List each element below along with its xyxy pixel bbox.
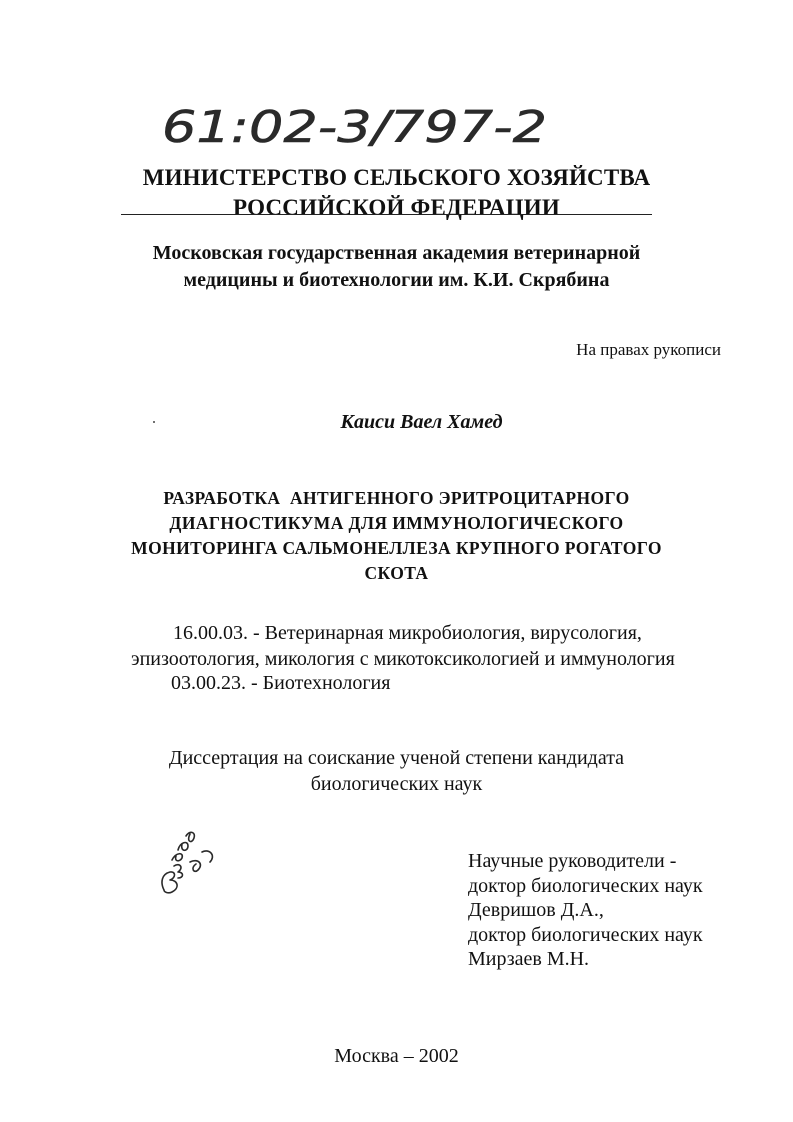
supervisor-1-name: Девришов Д.А., <box>468 899 604 921</box>
ministry-line-1: МИНИСТЕРСТВО СЕЛЬСКОГО ХОЗЯЙСТВА <box>142 165 651 190</box>
academy-line-2: медицины и биотехнологии им. К.И. Скрябина <box>183 269 610 291</box>
thesis-statement <box>0 745 793 797</box>
city-year: Москва – 2002 <box>334 1045 459 1067</box>
handwritten-signature <box>150 822 225 902</box>
title-line-4: СКОТА <box>364 563 429 583</box>
academy-name <box>0 240 793 294</box>
supervisor-1-degree: доктор биологических наук <box>468 874 703 897</box>
specialty-line-2: эпизоотология, микология с микотоксикологией и иммунология <box>131 648 675 670</box>
thesis-line-1: Диссертация на соискание ученой степени кандидата <box>168 747 625 769</box>
thesis-line-2: биологических наук <box>310 773 483 795</box>
dissertation-title <box>0 486 793 586</box>
title-line-2: ДИАГНОСТИКУМА ДЛЯ ИММУНОЛОГИЧЕСКОГО <box>169 513 624 533</box>
specialty-line-1: 16.00.03. - Ветеринарная микробиология, вирусология, <box>173 622 642 644</box>
handwritten-catalog-number <box>160 80 560 160</box>
title-line-3: МОНИТОРИНГА САЛЬМОНЕЛЛЕЗА КРУПНОГО РОГАТОГО <box>131 538 662 558</box>
author-name: Каиси Ваел Хамед <box>340 411 503 433</box>
heading-divider <box>121 214 652 215</box>
rights-note: На правах рукописи <box>576 340 721 359</box>
supervisor-2-name: Мирзаев М.Н. <box>468 948 590 970</box>
title-line-1: РАЗРАБОТКА АНТИГЕННОГО ЭРИТРОЦИТАРНОГО <box>163 488 630 508</box>
supervisors-heading: Научные руководители - <box>468 850 677 872</box>
catalog-number-text: 61:02-3/797-2 <box>162 102 547 153</box>
ministry-line-2: РОССИЙСКОЙ ФЕДЕРАЦИИ <box>233 195 560 220</box>
supervisors-block <box>468 849 703 972</box>
academy-line-1: Московская государственная академия ветеринарной <box>152 242 641 264</box>
specialty-line-3: 03.00.23. - Биотехнология <box>171 672 391 694</box>
supervisor-2-degree: доктор биологических наук <box>468 923 703 946</box>
